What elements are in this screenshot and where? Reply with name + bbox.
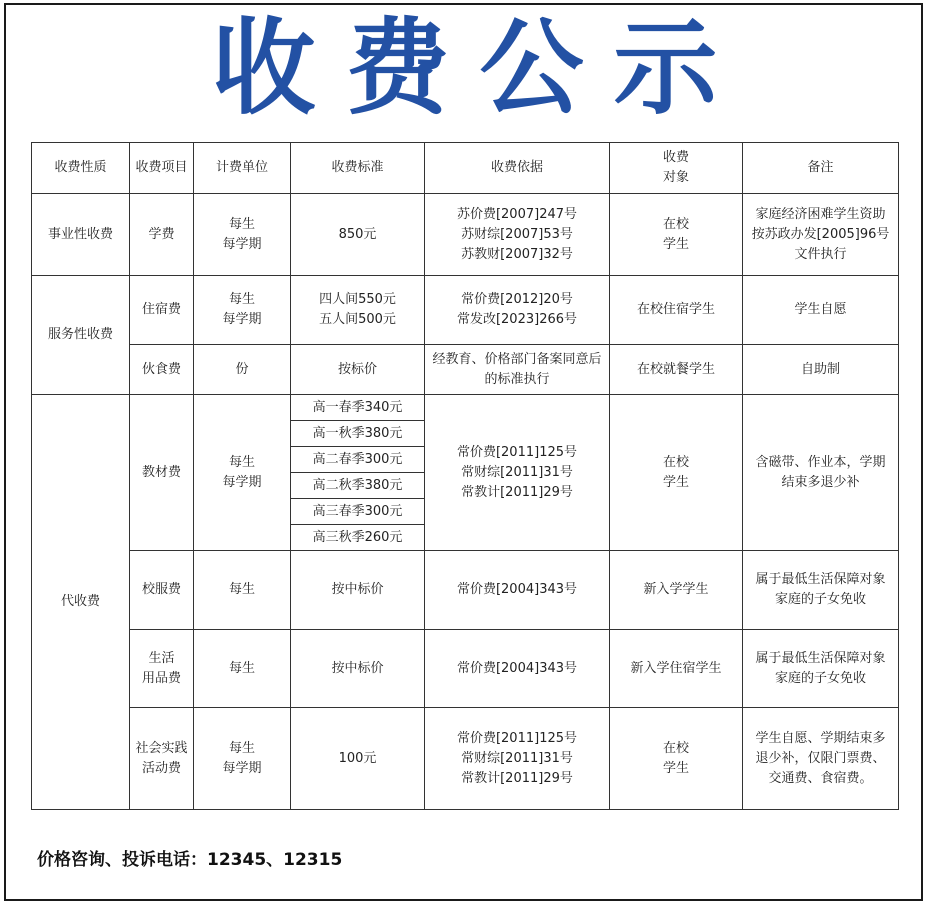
target-line: 学生 [662, 760, 689, 776]
standard-line: 四人间550元 [319, 292, 396, 307]
header-target [610, 143, 743, 194]
standard-line: 高一秋季380元 [291, 421, 424, 447]
note-line: 家庭的子女免收 [774, 592, 866, 607]
basis-line: 常价费[2012]20号 [461, 292, 573, 307]
note-line: 家庭的子女免收 [774, 670, 866, 686]
table-header-row [32, 143, 899, 194]
cell-basis: 常价费[2004]343号 [425, 630, 610, 708]
cell-standard [291, 276, 425, 345]
standard-line: 高二春季300元 [291, 447, 424, 473]
cell-basis [425, 395, 610, 551]
target-line: 在校 [662, 740, 689, 756]
cell-target: 新入学住宿学生 [610, 630, 743, 708]
cell-nature: 代收费 [32, 395, 130, 810]
cell-standard: 按标价 [291, 345, 425, 395]
header-target-line1: 收费 [662, 150, 689, 165]
header-standard: 收费标准 [291, 143, 425, 194]
cell-note [743, 551, 899, 630]
item-line: 生活 [148, 650, 175, 666]
note-line: 属于最低生活保障对象 [755, 572, 886, 587]
note-line: 含磁带、作业本，学期 [755, 454, 886, 470]
cell-note [743, 395, 899, 551]
note-line: 退少补，仅限门票费、 [755, 750, 886, 766]
cell-note [743, 194, 899, 276]
unit-line: 每学期 [222, 236, 262, 252]
basis-line: 苏财综[2007]53号 [461, 226, 573, 242]
basis-line: 苏价费[2007]247号 [456, 206, 578, 222]
standard-line: 高三秋季260元 [312, 530, 403, 545]
basis-line: 常教计[2011]29号 [461, 770, 573, 786]
table-row [32, 276, 899, 345]
cell-basis [425, 345, 610, 395]
note-line: 属于最低生活保障对象 [755, 650, 886, 666]
note-line: 文件执行 [794, 246, 847, 262]
cell-target [610, 395, 743, 551]
item-line: 社会实践 [135, 740, 188, 756]
note-line: 交通费、食宿费。 [768, 770, 873, 786]
unit-line: 每学期 [222, 474, 262, 490]
cell-basis [425, 194, 610, 276]
item-line: 用品费 [141, 670, 181, 686]
cell-basis [425, 276, 610, 345]
cell-note [743, 708, 899, 810]
cell-basis [425, 708, 610, 810]
cell-note [743, 630, 899, 708]
cell-unit [194, 276, 291, 345]
cell-target [610, 708, 743, 810]
header-note: 备注 [743, 143, 899, 194]
contact-footer: 价格咨询、投诉电话：12345、12315 [37, 850, 343, 870]
table-row [32, 194, 899, 276]
cell-nature: 事业性收费 [32, 194, 130, 276]
standard-line: 五人间500元 [319, 312, 396, 327]
cell-target: 在校住宿学生 [610, 276, 743, 345]
table-row [32, 708, 899, 810]
table-row [32, 551, 899, 630]
cell-item: 教材费 [130, 395, 194, 551]
cell-unit [194, 194, 291, 276]
cell-standard: 100元 [291, 708, 425, 810]
unit-line: 每生 [228, 454, 255, 470]
header-item: 收费项目 [130, 143, 194, 194]
target-line: 学生 [662, 236, 689, 252]
cell-standard: 850元 [291, 194, 425, 276]
cell-target: 新入学学生 [610, 551, 743, 630]
note-line: 按苏政办发[2005]96号 [751, 226, 890, 242]
item-line: 活动费 [141, 760, 181, 776]
cell-standard: 按中标价 [291, 630, 425, 708]
cell-item [130, 630, 194, 708]
header-unit: 计费单位 [194, 143, 291, 194]
note-line: 结束多退少补 [781, 474, 860, 490]
basis-line: 常价费[2011]125号 [456, 444, 578, 460]
fee-table [31, 142, 899, 810]
table-row [32, 630, 899, 708]
note-line: 学生自愿、学期结束多 [755, 730, 886, 746]
cell-target: 在校就餐学生 [610, 345, 743, 395]
table-row [32, 395, 899, 551]
unit-line: 每学期 [222, 312, 262, 327]
cell-basis: 常价费[2004]343号 [425, 551, 610, 630]
page-title: 收费公示 [211, 6, 748, 129]
cell-note: 学生自愿 [743, 276, 899, 345]
unit-line: 每学期 [222, 760, 262, 776]
cell-item: 校服费 [130, 551, 194, 630]
cell-unit: 每生 [194, 630, 291, 708]
basis-line: 常发改[2023]266号 [456, 312, 578, 327]
cell-item: 学费 [130, 194, 194, 276]
basis-line: 苏教财[2007]32号 [461, 246, 573, 262]
header-nature: 收费性质 [32, 143, 130, 194]
basis-line: 的标准执行 [484, 371, 550, 387]
standard-line: 高一春季340元 [291, 395, 424, 421]
basis-line: 常财综[2011]31号 [461, 750, 573, 766]
target-line: 在校 [662, 216, 689, 232]
basis-line: 常财综[2011]31号 [461, 464, 573, 480]
cell-item: 住宿费 [130, 276, 194, 345]
cell-unit [194, 708, 291, 810]
header-basis: 收费依据 [425, 143, 610, 194]
unit-line: 每生 [228, 292, 255, 307]
basis-line: 经教育、价格部门备案同意后 [432, 351, 602, 367]
note-line: 家庭经济困难学生资助 [755, 206, 886, 222]
cell-item: 伙食费 [130, 345, 194, 395]
basis-line: 常教计[2011]29号 [461, 484, 573, 500]
unit-line: 每生 [228, 216, 255, 232]
cell-target [610, 194, 743, 276]
cell-item [130, 708, 194, 810]
target-line: 在校 [662, 454, 689, 470]
cell-standard-list [291, 395, 425, 551]
cell-unit [194, 395, 291, 551]
standard-line: 高二秋季380元 [291, 473, 424, 499]
table-row [32, 345, 899, 395]
cell-standard: 按中标价 [291, 551, 425, 630]
cell-nature: 服务性收费 [32, 276, 130, 395]
basis-line: 常价费[2011]125号 [456, 730, 578, 746]
unit-line: 每生 [228, 740, 255, 756]
cell-unit: 份 [194, 345, 291, 395]
cell-unit: 每生 [194, 551, 291, 630]
header-target-line2: 对象 [662, 170, 689, 185]
target-line: 学生 [662, 474, 689, 490]
standard-line: 高三春季300元 [291, 499, 424, 525]
cell-note: 自助制 [743, 345, 899, 395]
